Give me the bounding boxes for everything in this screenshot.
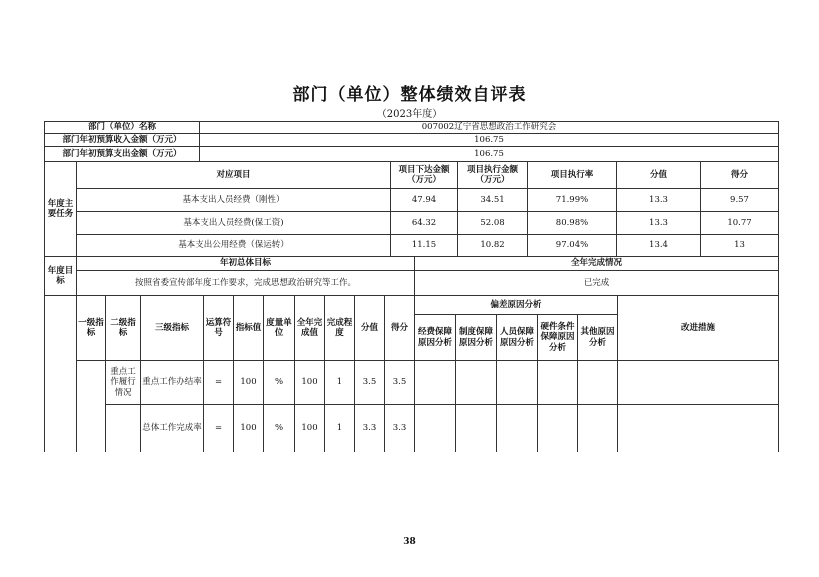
ind-row-2-score: 3.3 (384, 404, 415, 452)
task-row-3-item: 基本支出公用经费（保运转） (76, 234, 391, 257)
tasks-header-budget: 项目下达金额（万元） (390, 161, 458, 189)
dept-name-value: 007002辽宁省思想政治工作研究会 (199, 121, 779, 134)
ind-header-actual: 全年完成值 (294, 295, 325, 361)
ind-row-2-degree: 1 (324, 404, 355, 452)
task-row-3-executed: 10.82 (457, 234, 528, 257)
income-label: 部门年初预算收入金额（万元） (44, 133, 200, 147)
ind-row-1-improvement (617, 360, 779, 405)
ind-row-1-dev-system (455, 360, 497, 405)
ind-row-1-dev-other (577, 360, 618, 405)
ind-row-1-actual: 100 (294, 360, 325, 405)
ind-row-1-degree: 1 (324, 360, 355, 405)
ind-level1-cell (76, 360, 106, 452)
ind-row-1-dev-personnel (496, 360, 538, 405)
task-row-2-item: 基本支出人员经费(保工资) (76, 211, 391, 235)
tasks-header-score: 得分 (700, 161, 779, 189)
page-title: 部门（单位）整体绩效自评表 (292, 85, 527, 105)
goals-section-label: 年度目标 (44, 256, 77, 296)
task-row-2-executed: 52.08 (457, 211, 528, 235)
task-row-2-score-value: 13.3 (616, 211, 701, 235)
ind-row-1-score-value: 3.5 (354, 360, 385, 405)
task-row-1-rate: 71.99% (527, 188, 617, 212)
tasks-section-label: 年度主要任务 (44, 161, 77, 257)
ind-row-2-score-value: 3.3 (354, 404, 385, 452)
task-row-2-budget: 64.32 (390, 211, 458, 235)
task-row-3-budget: 11.15 (390, 234, 458, 257)
table-left-border (44, 295, 45, 452)
ind-row-2-actual: 100 (294, 404, 325, 452)
ind-row-2-level3: 总体工作完成率 (140, 404, 204, 452)
ind-header-target: 指标值 (233, 295, 264, 361)
ind-row-2-dev-hardware (537, 404, 578, 452)
page-number: 38 (403, 537, 416, 547)
ind-row-1-level3: 重点工作办结率 (140, 360, 204, 405)
income-value: 106.75 (199, 133, 779, 147)
goals-completion-header: 全年完成情况 (414, 256, 779, 271)
ind-header-score: 得分 (384, 295, 415, 361)
task-row-2-rate: 80.98% (527, 211, 617, 235)
tasks-header-executed: 项目执行金额（万元） (457, 161, 528, 189)
ind-header-dev-funding: 经费保障原因分析 (414, 314, 456, 361)
task-row-1-executed: 34.51 (457, 188, 528, 212)
ind-header-unit: 度量单位 (263, 295, 295, 361)
task-row-3-score-value: 13.4 (616, 234, 701, 257)
ind-header-dev-system: 制度保障原因分析 (455, 314, 497, 361)
ind-row-2-dev-system (455, 404, 497, 452)
tasks-header-score-value: 分值 (616, 161, 701, 189)
ind-row-1-unit: % (263, 360, 295, 405)
task-row-2-score: 10.77 (700, 211, 779, 235)
ind-row-1-target: 100 (233, 360, 264, 405)
expense-value: 106.75 (199, 146, 779, 162)
task-row-1-item: 基本支出人员经费（刚性） (76, 188, 391, 212)
ind-header-dev-hardware: 硬件条件保障原因分析 (537, 314, 578, 361)
ind-row-2-improvement (617, 404, 779, 452)
ind-row-2-dev-funding (414, 404, 456, 452)
ind-row-2-dev-personnel (496, 404, 538, 452)
ind-header-level1: 一级指标 (76, 295, 106, 361)
task-row-3-rate: 97.04% (527, 234, 617, 257)
task-row-1-budget: 47.94 (390, 188, 458, 212)
ind-header-level2: 二级指标 (105, 295, 141, 361)
ind-level2-empty (105, 404, 141, 452)
task-row-1-score-value: 13.3 (616, 188, 701, 212)
goals-completion-text: 已完成 (414, 270, 779, 296)
ind-row-1-operator: = (203, 360, 234, 405)
ind-row-2-dev-other (577, 404, 618, 452)
task-row-3-score: 13 (700, 234, 779, 257)
ind-row-2-unit: % (263, 404, 295, 452)
ind-row-1-dev-funding (414, 360, 456, 405)
ind-header-level3: 三级指标 (140, 295, 204, 361)
ind-row-2-operator: = (203, 404, 234, 452)
ind-row-2-target: 100 (233, 404, 264, 452)
ind-row-1-dev-hardware (537, 360, 578, 405)
ind-header-dev-other: 其他原因分析 (577, 314, 618, 361)
ind-header-dev-personnel: 人员保障原因分析 (496, 314, 538, 361)
expense-label: 部门年初预算支出金额（万元） (44, 146, 200, 162)
ind-header-score-value: 分值 (354, 295, 385, 361)
ind-header-degree: 完成程度 (324, 295, 355, 361)
ind-level2-label: 重点工作履行情况 (105, 360, 141, 405)
ind-header-operator: 运算符号 (203, 295, 234, 361)
goals-initial-header: 年初总体目标 (76, 256, 415, 271)
goals-initial-text: 按照省委宣传部年度工作要求，完成思想政治研究等工作。 (76, 270, 415, 296)
ind-header-deviation: 偏差原因分析 (414, 295, 618, 315)
ind-row-1-score: 3.5 (384, 360, 415, 405)
tasks-header-rate: 项目执行率 (527, 161, 617, 189)
tasks-header-item: 对应项目 (76, 161, 391, 189)
task-row-1-score: 9.57 (700, 188, 779, 212)
ind-header-improvement: 改进措施 (617, 295, 779, 361)
dept-name-label: 部门（单位）名称 (44, 121, 200, 134)
report-year: （2023年度） (376, 109, 443, 120)
